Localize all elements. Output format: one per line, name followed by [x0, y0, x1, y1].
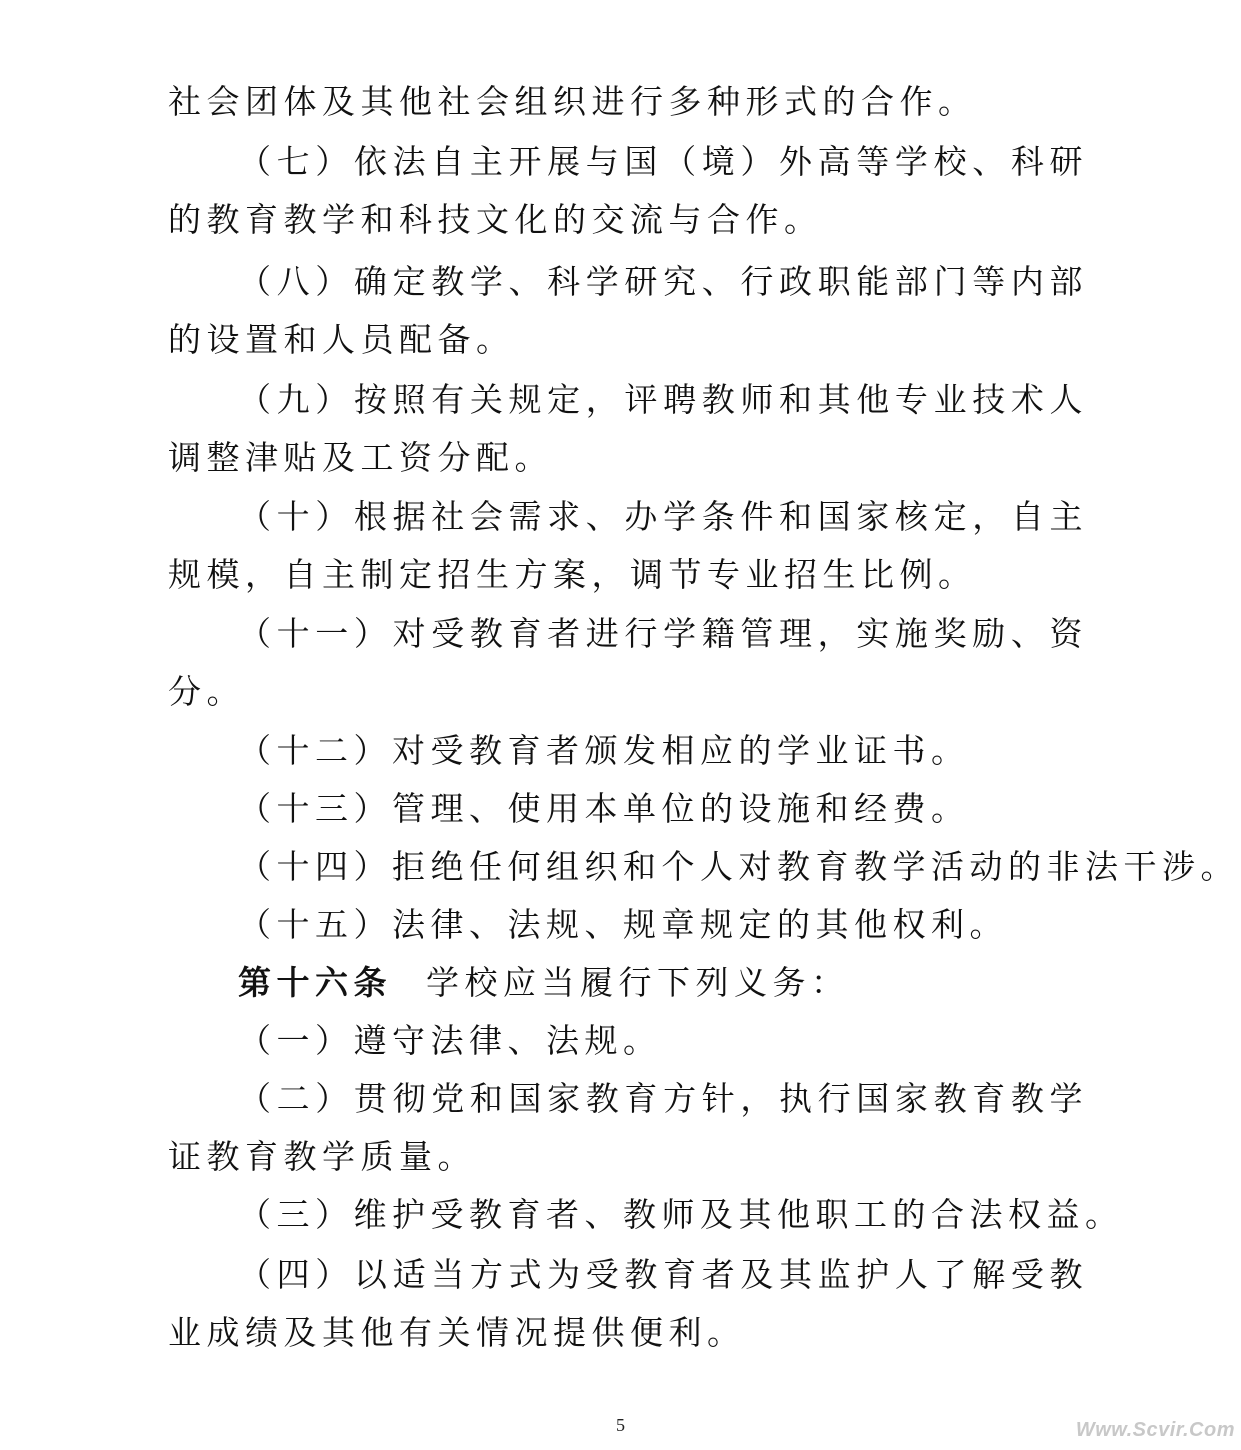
article-label: 第十六条 [238, 963, 392, 1002]
watermark: Www.Scvir.Com [1075, 1419, 1235, 1441]
text-line: 的教育教学和科技文化的交流与合作。 [168, 200, 823, 239]
text-line: （十二）对受教育者颁发相应的学业证书。 [238, 731, 970, 770]
text-line: 调整津贴及工资分配。 [168, 438, 553, 477]
text-line: 的设置和人员配备。 [168, 320, 515, 359]
text-line: （十）根据社会需求、办学条件和国家核定，自主 [238, 497, 1088, 536]
text-line: （三）维护受教育者、教师及其他职工的合法权益。 [238, 1195, 1124, 1234]
text-line: （四）以适当方式为受教育者及其监护人了解受教 [238, 1255, 1088, 1294]
text-line: （九）按照有关规定，评聘教师和其他专业技术人 [238, 380, 1088, 419]
text-line: （七）依法自主开展与国（境）外高等学校、科研 [238, 142, 1088, 181]
text-line: （十三）管理、使用本单位的设施和经费。 [238, 789, 970, 828]
article-text: 学校应当履行下列义务： [426, 963, 850, 1002]
text-line: （十一）对受教育者进行学籍管理，实施奖励、资 [238, 614, 1088, 653]
text-line: 社会团体及其他社会组织进行多种形式的合作。 [168, 82, 977, 121]
text-line: （十五）法律、法规、规章规定的其他权利。 [238, 905, 1008, 944]
text-line: （八）确定教学、科学研究、行政职能部门等内部 [238, 262, 1088, 301]
text-line: （二）贯彻党和国家教育方针，执行国家教育教学 [238, 1079, 1088, 1118]
text-line: （一）遵守法律、法规。 [238, 1021, 662, 1060]
page-number: 5 [616, 1415, 625, 1435]
text-line: 证教育教学质量。 [168, 1137, 476, 1176]
text-line: 业成绩及其他有关情况提供便利。 [168, 1313, 746, 1352]
article-heading [238, 963, 1088, 1003]
text-line: 分。 [168, 672, 245, 711]
text-line: （十四）拒绝任何组织和个人对教育教学活动的非法干涉。 [238, 847, 1239, 886]
text-line: 规模，自主制定招生方案，调节专业招生比例。 [168, 555, 977, 594]
